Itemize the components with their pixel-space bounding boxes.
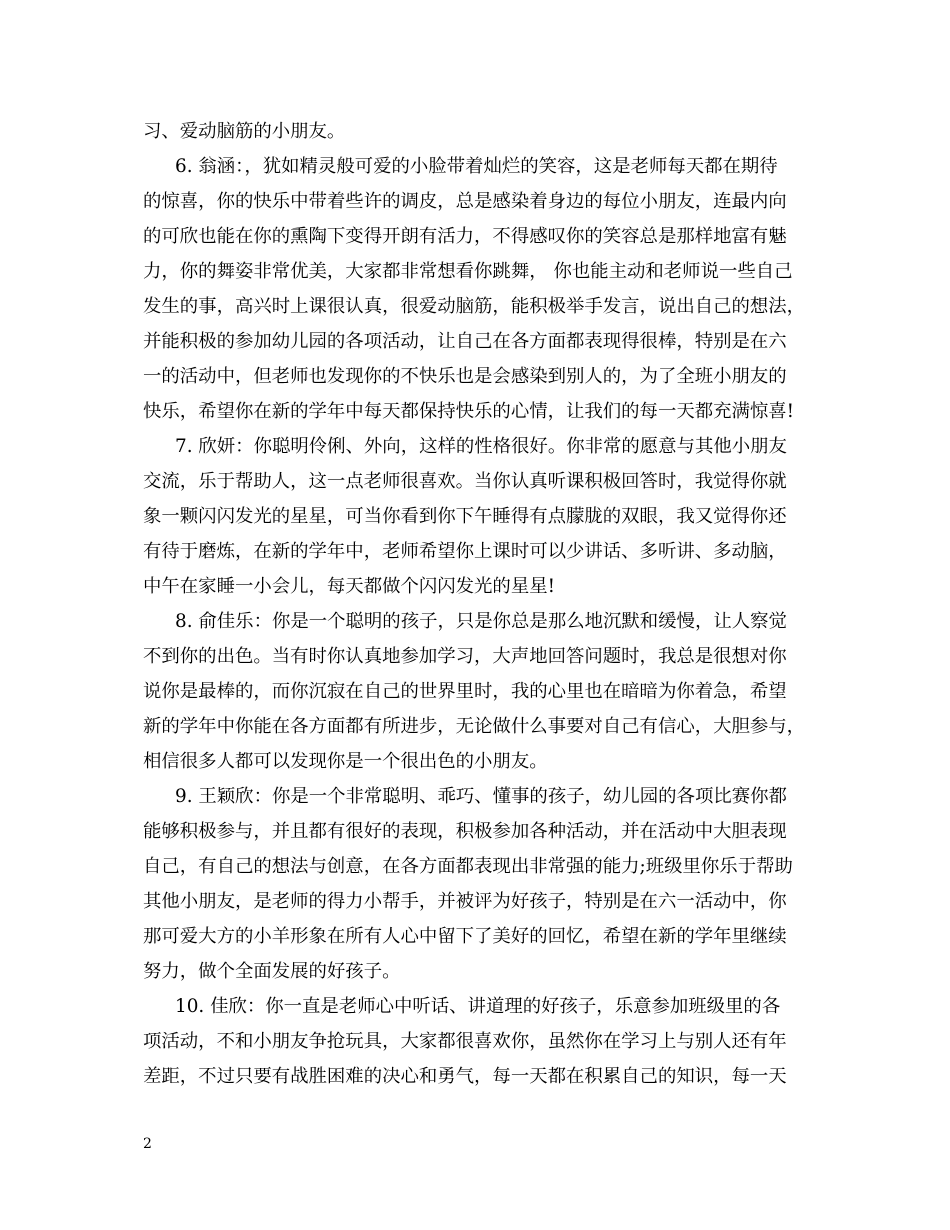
text-line: 快乐，希望你在新的学年中每天都保持快乐的心情，让我们的每一天都充满惊喜!	[143, 401, 795, 422]
text-line: 有待于磨炼，在新的学年中，老师希望你上课时可以少讲话、多听讲、多动脑，	[143, 541, 787, 562]
text-line: 自己，有自己的想法与创意，在各方面都表现出非常强的能力;班级里你乐于帮助	[143, 856, 793, 877]
text-line: 中午在家睡一小会儿，每天都做个闪闪发光的星星!	[143, 576, 555, 597]
text-line: 象一颗闪闪发光的星星，可当你看到你下午睡得有点朦胧的双眼，我又觉得你还	[143, 506, 787, 527]
paragraph-9-start: 9. 王颖欣：你是一个非常聪明、乖巧、懂事的孩子，幼儿园的各项比赛你都	[175, 786, 787, 807]
text-line: 并能积极的参加幼儿园的各项活动，让自己在各方面都表现得很棒，特别是在六	[143, 331, 787, 352]
paragraph-10-start: 10. 佳欣：你一直是老师心中听话、讲道理的好孩子，乐意参加班级里的各	[175, 996, 781, 1017]
paragraph-7-start: 7. 欣妍：你聪明伶俐、外向，这样的性格很好。你非常的愿意与其他小朋友	[175, 436, 787, 457]
text-line: 那可爱大方的小羊形象在所有人心中留下了美好的回忆，希望在新的学年里继续	[143, 926, 787, 947]
text-line: 不到你的出色。当有时你认真地参加学习，大声地回答问题时，我总是很想对你	[143, 646, 787, 667]
paragraph-8-start: 8. 俞佳乐：你是一个聪明的孩子，只是你总是那么地沉默和缓慢，让人察觉	[175, 611, 787, 632]
text-line: 习、爱动脑筋的小朋友。	[143, 121, 346, 142]
text-line: 差距，不过只要有战胜困难的决心和勇气，每一天都在积累自己的知识，每一天	[143, 1066, 787, 1087]
body-text	[143, 114, 808, 1094]
text-line: 力，你的舞姿非常优美，大家都非常想看你跳舞， 你也能主动和老师说一些自己	[143, 261, 793, 282]
paragraph-6-start: 6. 翁涵：，犹如精灵般可爱的小脸带着灿烂的笑容，这是老师每天都在期待	[175, 156, 778, 177]
text-line: 交流，乐于帮助人，这一点老师很喜欢。当你认真听课积极回答时，我觉得你就	[143, 471, 787, 492]
text-line: 项活动，不和小朋友争抢玩具，大家都很喜欢你，虽然你在学习上与别人还有年	[143, 1031, 787, 1052]
text-line: 相信很多人都可以发现你是一个很出色的小朋友。	[143, 751, 548, 772]
text-line: 能够积极参与，并且都有很好的表现，积极参加各种活动，并在活动中大胆表现	[143, 821, 787, 842]
text-line: 一的活动中，但老师也发现你的不快乐也是会感染到别人的，为了全班小朋友的	[143, 366, 787, 387]
text-line: 的惊喜，你的快乐中带着些许的调皮，总是感染着身边的每位小朋友，连最内向	[143, 191, 787, 212]
text-line: 说你是最棒的，而你沉寂在自己的世界里时，我的心里也在暗暗为你着急，希望	[143, 681, 787, 702]
text-line: 努力，做个全面发展的好孩子。	[143, 961, 401, 982]
text-line: 其他小朋友，是老师的得力小帮手，并被评为好孩子，特别是在六一活动中，你	[143, 891, 787, 912]
text-line: 的可欣也能在你的熏陶下变得开朗有活力，不得感叹你的笑容总是那样地富有魅	[143, 226, 787, 247]
text-line: 新的学年中你能在各方面都有所进步，无论做什么事要对自己有信心，大胆参与，	[143, 716, 806, 737]
text-line: 发生的事，高兴时上课很认真，很爱动脑筋，能积极举手发言，说出自己的想法，	[143, 296, 806, 317]
page-number: 2	[143, 1136, 152, 1152]
